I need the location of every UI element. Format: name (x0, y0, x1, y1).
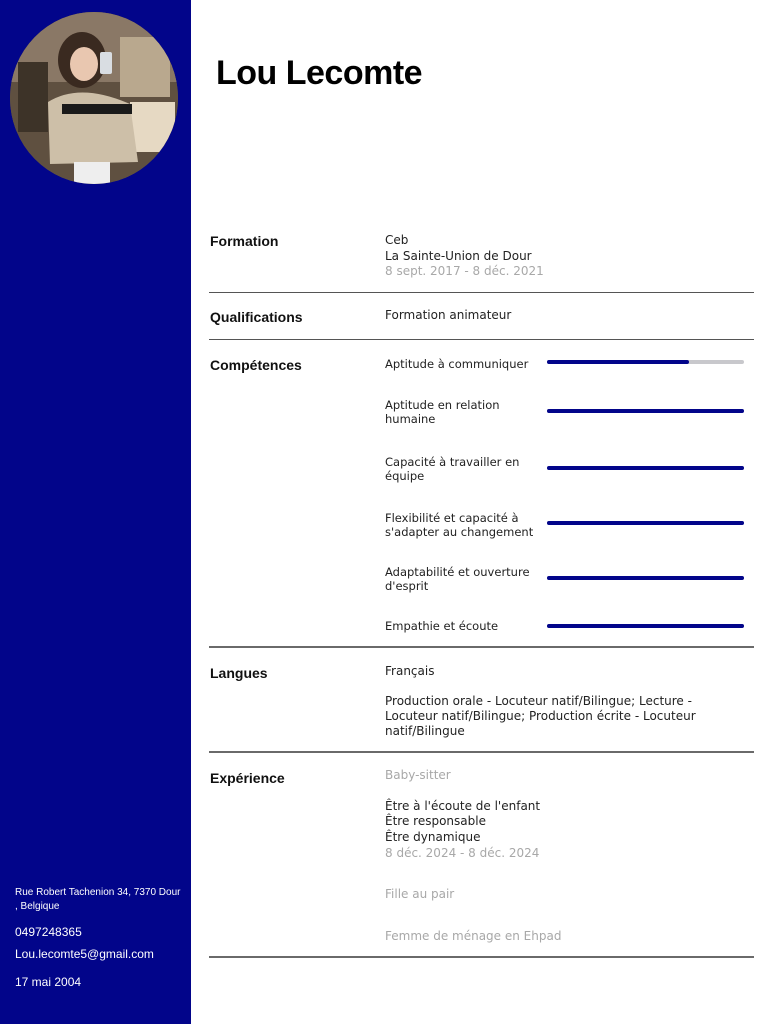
skill-label: Flexibilité et capacité à s'adapter au changement (385, 511, 534, 539)
divider (209, 339, 754, 340)
skill-bar (547, 360, 744, 364)
section-title-experience: Expérience (210, 770, 285, 786)
job-description-line: Être dynamique (385, 830, 481, 844)
divider (209, 956, 754, 958)
contact-phone: 0497248365 (15, 925, 82, 939)
job-dates: 8 déc. 2024 - 8 déc. 2024 (385, 846, 540, 860)
skill-bar-fill (547, 521, 744, 525)
language-name: Français (385, 664, 435, 678)
skill-label: Aptitude à communiquer (385, 357, 529, 371)
job-description-line: Être responsable (385, 814, 486, 828)
skill-bar (547, 624, 744, 628)
section-title-formation: Formation (210, 233, 279, 249)
skill-label: Aptitude en relation humaine (385, 398, 500, 426)
sidebar (0, 0, 191, 1024)
skill-bar (547, 466, 744, 470)
qualification-item: Formation animateur (385, 308, 512, 322)
skill-bar-fill (547, 409, 744, 413)
section-title-qualifications: Qualifications (210, 309, 303, 325)
job-title: Fille au pair (385, 887, 455, 901)
page-title: Lou Lecomte (216, 54, 423, 92)
divider (209, 292, 754, 293)
contact-address: Rue Robert Tachenion 34, 7370 Dour , Belgique (15, 887, 181, 912)
formation-degree: Ceb (385, 233, 409, 247)
skill-bar-fill (547, 466, 744, 470)
profile-photo-image (10, 12, 178, 184)
divider (209, 751, 754, 753)
job-title: Femme de ménage en Ehpad (385, 929, 562, 943)
section-title-langues: Langues (210, 665, 268, 681)
language-details: Production orale - Locuteur natif/Bilingue; Lecture - Locuteur natif/Bilingue; Production écrite - Locuteur natif/Bilingue (385, 694, 696, 738)
skill-bar-fill (547, 624, 744, 628)
contact-birthdate: 17 mai 2004 (15, 975, 82, 989)
skill-label: Adaptabilité et ouverture d'esprit (385, 565, 530, 593)
section-title-competences: Compétences (210, 357, 302, 373)
job-description-line: Être à l'écoute de l'enfant (385, 799, 541, 813)
job-title: Baby-sitter (385, 768, 451, 782)
contact-email: Lou.lecomte5@gmail.com (15, 947, 154, 961)
skill-bar-fill (547, 576, 744, 580)
skill-label: Capacité à travailler en équipe (385, 455, 520, 483)
formation-dates: 8 sept. 2017 - 8 déc. 2021 (385, 264, 544, 278)
divider (209, 646, 754, 648)
skill-bar-fill (547, 360, 689, 364)
skill-label: Empathie et écoute (385, 619, 499, 633)
formation-school: La Sainte-Union de Dour (385, 249, 532, 263)
skill-bar (547, 576, 744, 580)
skill-bar (547, 409, 744, 413)
profile-photo (10, 12, 178, 184)
skill-bar (547, 521, 744, 525)
